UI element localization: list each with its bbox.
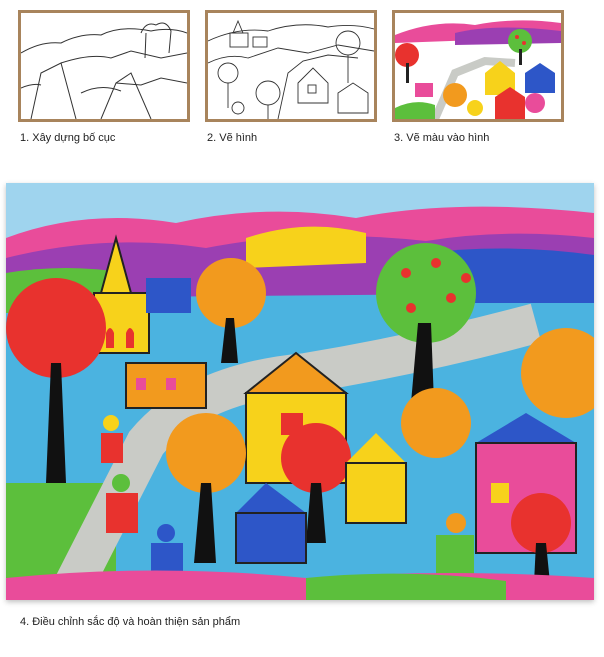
step-1-caption: 1. Xây dựng bố cục: [20, 132, 116, 144]
step-3-coloring-image: [392, 10, 564, 122]
step-1-composition-image: [18, 10, 190, 122]
step-3-caption: 3. Vẽ màu vào hình: [394, 132, 490, 144]
final-painting-image: [6, 183, 594, 600]
step-2-drawing-image: [205, 10, 377, 122]
step-2-caption: 2. Vẽ hình: [207, 132, 258, 144]
final-caption: 4. Điều chỉnh sắc độ và hoàn thiện sản phẩm: [20, 616, 241, 628]
